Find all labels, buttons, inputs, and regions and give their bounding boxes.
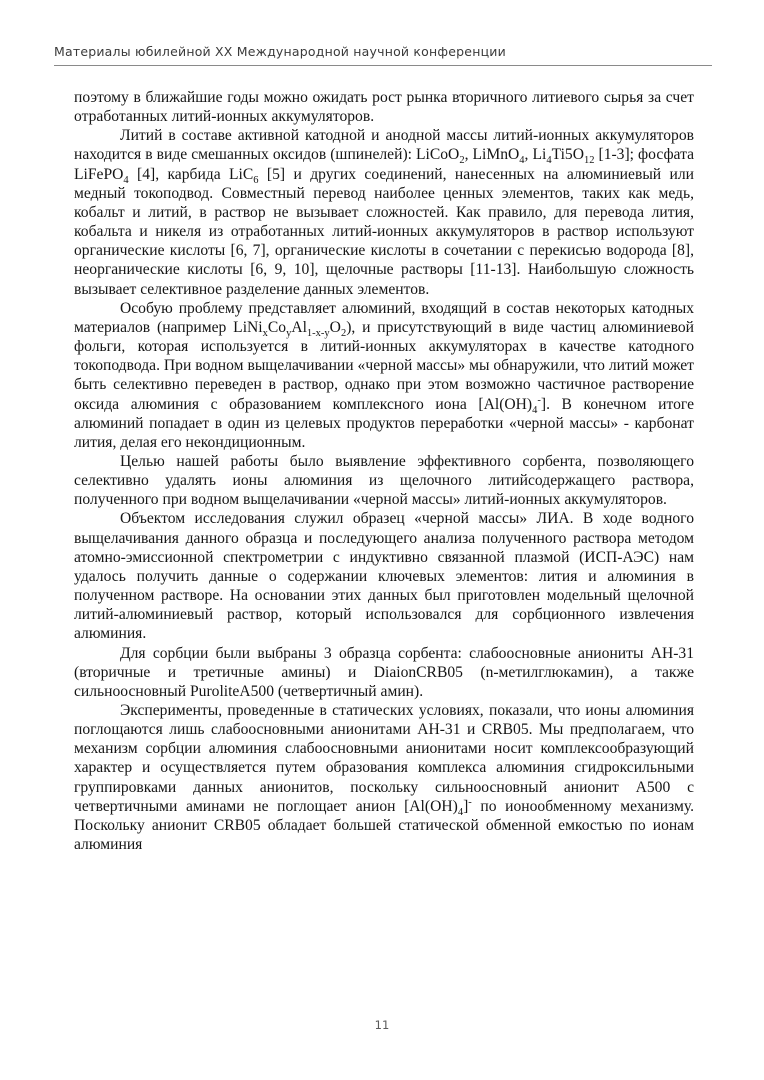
paragraph-4: Целью нашей работы было выявление эффективного сорбента, позволяющего селективно удалять ионы алюминия из щелочного литийсодержащего раствора, полученного при водном выщелачивании «черной массы» литий-ионных аккумуляторов. [74, 452, 694, 509]
paragraph-6: Для сорбции были выбраны 3 образца сорбента: слабоосновные аниониты АН-31 (вторичные и третичные амины) и DiaionCRB05 (n-метилглюкамин), а также сильноосновный PuroliteA500 (четвертичный амин). [74, 644, 694, 700]
page-number: 11 [374, 1018, 390, 1032]
article-body [74, 88, 694, 854]
paragraph-7: Эксперименты, проведенные в статических условиях, показали, что ионы алюминия поглощаются лишь слабоосновными анионитами АН-31 и CRB05. Мы предполагаем, что механизм сорбции алюминия слабоосновными анионитами носит комплексообразующий характер и осуществляется путем образования комплекса алюминия сгидроксильными группировками данных анионитов, поскольку сильноосновный анионит А500 с четвертичными аминами не поглощает анион $[Al(OH)_4]^-$ по ионообменному механизму. Поскольку анионит CRB05 обладает большей статической обменной емкостью по ионам алюминия [74, 702, 694, 854]
paragraph-2: Литий в составе активной катодной и анодной массы литий-ионных аккумуляторов находится в виде смешанных оксидов (шпинелей): LiCoO$_2$, LiMnO$_4$, $Li_4Ti5O_{12}$ [1-3]; фосфата LiFePO$_4$ [4], карбида LiC$_6$ [5] и других соединений, нанесенных на алюминиевый или медный токоподвод. Совместный перевод наиболее ценных элементов, таких как медь, кобальт и литий, в раствор не вызывает сложностей. Как правило, для перевода лития, кобальта и никеля из отработанных литий-ионных аккумуляторов в раствор используют органические кислоты [6, 7], органические кислоты в сочетании с перекисью водорода [8], неорганические кислоты [6, 9, 10], щелочные растворы [11-13]. Наибольшую сложность вызывает селективное разделение данных элементов. [74, 127, 694, 298]
paragraph-1: поэтому в ближайшие годы можно ожидать рост рынка вторичного литиевого сырья за счет отработанных литий-ионных аккумуляторов. [74, 89, 694, 126]
paragraph-5: Объектом исследования служил образец «черной массы» ЛИА. В ходе водного выщелачивания данного образца и последующего анализа полученного раствора методом атомно-эмиссионной спектрометрии с индуктивно связанной плазмой (ИСП-АЭС) нам удалось получить данные о содержании ключевых элементов: лития и алюминия в полученном растворе. На основании этих данных был приготовлен модельный щелочной литий-алюминиевый раствор, который использовался для сорбционного извлечения алюминия. [74, 510, 694, 643]
paragraph-3: Особую проблему представляет алюминий, входящий в состав некоторых катодных материалов (например $LiNi_xCo_yAl_{1-x-y}O_2$), и присутствующий в виде частиц алюминиевой фольги, которая используется в литий-ионных аккумуляторах в качестве катодного токоподвода. При водном выщелачивании «черной массы» мы обнаружили, что литий может быть селективно переведен в раствор, однако при этом возможно частичное растворение оксида алюминия с образованием комплексного иона $[Al(OH)_4^-]$. В конечном итоге алюминий попадает в один из целевых продуктов переработки «черной массы» - карбонат лития, делая его некондиционным. [74, 299, 694, 451]
running-header: Материалы юбилейной XX Международной научной конференции [54, 44, 712, 66]
